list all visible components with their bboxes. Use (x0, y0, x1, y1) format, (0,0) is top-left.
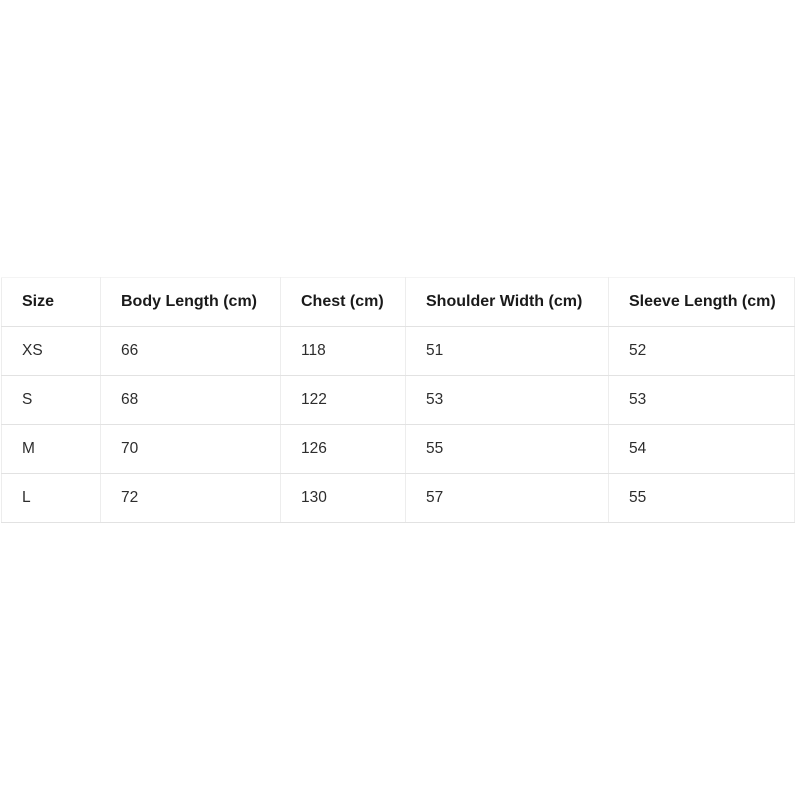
cell-body-length: 66 (101, 327, 281, 376)
cell-body-length: 72 (101, 474, 281, 523)
table-row-s (2, 376, 795, 425)
column-header-body-length: Body Length (cm) (101, 278, 281, 327)
cell-shoulder-width: 53 (406, 376, 609, 425)
cell-body-length: 68 (101, 376, 281, 425)
cell-sleeve-length: 54 (609, 425, 795, 474)
header-row (2, 278, 795, 327)
cell-sleeve-length: 55 (609, 474, 795, 523)
table-row-l (2, 474, 795, 523)
cell-chest: 118 (281, 327, 406, 376)
cell-sleeve-length: 53 (609, 376, 795, 425)
size-chart-table (1, 277, 795, 523)
table-row-xs (2, 327, 795, 376)
cell-chest: 126 (281, 425, 406, 474)
cell-size: S (2, 376, 101, 425)
cell-shoulder-width: 55 (406, 425, 609, 474)
cell-body-length: 70 (101, 425, 281, 474)
column-header-size: Size (2, 278, 101, 327)
column-header-chest: Chest (cm) (281, 278, 406, 327)
cell-chest: 130 (281, 474, 406, 523)
cell-size: L (2, 474, 101, 523)
cell-size: M (2, 425, 101, 474)
cell-chest: 122 (281, 376, 406, 425)
column-header-shoulder-width: Shoulder Width (cm) (406, 278, 609, 327)
column-header-sleeve-length: Sleeve Length (cm) (609, 278, 795, 327)
cell-shoulder-width: 51 (406, 327, 609, 376)
table-row-m (2, 425, 795, 474)
cell-sleeve-length: 52 (609, 327, 795, 376)
cell-shoulder-width: 57 (406, 474, 609, 523)
cell-size: XS (2, 327, 101, 376)
